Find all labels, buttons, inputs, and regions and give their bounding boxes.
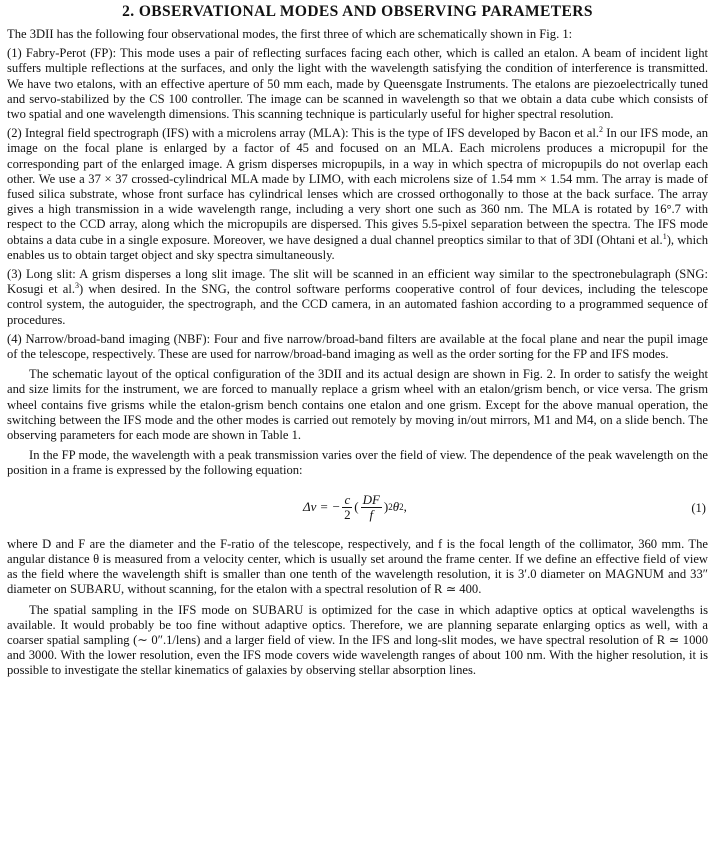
mode-ifs-paragraph [7,126,708,263]
mode-ifs-text-a: (2) Integral field spectrograph (IFS) with a microlens array (MLA): This is the type of IFS developed by Bacon et al. [7,126,600,141]
layout-paragraph: The schematic layout of the optical configuration of the 3DII and its actual design are shown in Fig. 2. In order to satisfy the weight and size limits for the instrument, we are forced to manually replace a grism wheel with an etalon/grism bench, or vice versa. The grism wheel contains five grisms while the etalon-grism bench contains one etalon and one grism. Except for the above manual operation, the switching between the IFS mode and the other modes is carried out remotely by moving in/out mirrors, M1 and M4, on a slide bench. The observing parameters for each mode are shown in Table 1. [7,367,708,443]
mode-longslit-paragraph [7,267,708,328]
where-paragraph: where D and F are the diameter and the F-ratio of the telescope, respectively, and f is the focal length of the collimator, 360 mm. The angular distance θ is measured from a velocity center, which is usually set around the frame center. If we define an effective field of view as the field where the wavelength shift is smaller than one tenth of the wavelength resolution, it is 3′.0 diameter on MAGNUM and 33″ diameter on SUBARU, without scanning, for the etalon with a spectral resolution of R ≃ 400. [7,536,708,597]
equation-1 [7,487,708,531]
mode-nbf-paragraph: (4) Narrow/broad-band imaging (NBF): Four and five narrow/broad-band filters are available at the focal plane and near the pupil image of the telescope, respectively. These are used for narrow/broad-band imaging as well as the order sorting for the FP and IFS modes. [7,331,708,362]
eq-lhs: Δv = − [303,499,341,515]
eq-exponent-2: 2 [399,502,404,513]
eq-fraction-df-over-f [361,493,382,522]
eq-paren-close: ) [383,499,389,515]
mode-fp-paragraph: (1) Fabry-Perot (FP): This mode uses a pair of reflecting surfaces facing each other, which is called an etalon. A beam of incident light suffers multiple reflections at the surfaces, and only the light with the wavelength satisfying the condition of interference is transmitted. We have two etalons, with an effective aperture of 50 mm each, made by Queensgate Instruments. The etalons are piezoelectrically tuned and servo-stabilized by the CS 100 controller. The image can be scanned in wavelength so that we obtain a data cube which consists of two spatial and one wavelength dimensions. This scanning technique is particularly useful for higher spectral resolution. [7,46,708,122]
fp-mode-paragraph: In the FP mode, the wavelength with a peak transmission varies over the field of view. The dependence of the peak wavelength on the position in a frame is expressed by the following equation: [7,448,708,478]
mode-ifs-text-c: ), which enables us to obtain target object and sky spectra simultaneously. [7,232,708,262]
equation-number: (1) [691,500,706,515]
eq-tail: , [403,499,407,515]
eq-paren-open: ( [354,499,359,515]
eq-fraction-c-over-2 [342,493,352,522]
eq-c-denominator: 2 [344,506,351,522]
equation-body [303,493,407,522]
sampling-paragraph: The spatial sampling in the IFS mode on SUBARU is optimized for the case in which adaptive optics at optical wavelengths is available. It would probably be too fine without adaptive optics. Therefore, we are planning separate enlarging optics as well, with a coarser spatial sampling (∼ 0″.1/lens) and a larger field of view. In the IFS and long-slit modes, we have spectral resolution of R ≃ 1000 and 3000. With the lower resolution, even the IFS mode covers wide wavelength ranges of about 100 nm. With the higher resolution, it is possible to investigate the stellar kinematics of galaxies by observing stellar absorption lines. [7,602,708,678]
intro-paragraph: The 3DII has the following four observational modes, the first three of which are schematically shown in Fig. 1: [7,27,573,41]
section-title: 2. OBSERVATIONAL MODES AND OBSERVING PARAMETERS [122,3,593,20]
citation-ref-bacon: 2 [599,125,604,135]
mode-longslit-text-b: ) when desired. In the SNG, the control software performs cooperative control of four devices, including the telescope control system, the autoguider, the spectrograph, and the CCD camera, in an automated fashion according to a programmed sequence of procedures. [7,282,708,327]
citation-ref-ohtani: 1 [662,231,667,241]
eq-theta: θ [392,499,400,515]
eq-df-numerator: DF [362,491,380,507]
mode-ifs-text-b: In our IFS mode, an image on the focal plane is enlarged by a factor of 45 and focused on an MLA. Each microlens produces a micropupil for the corresponding part of the enlarged image. A grism disperses micropupils, in a way in which spectra of micropupils do not overlap each other. We use a 37 × 37 crossed-cylindrical MLA made by LIMO, with each microlens size of 1.54 mm × 1.54 mm. The array is made of fused silica substrate, whose front surface has cylindrical lenses which are crossed orthogonally to those at the back surface. The array gives a high transmission in a wide wavelength range, including a very short one such as 360 nm. The MLA is rotated by 16°.7 with respect to the CCD array, along which the micropupils are dispersed. This gives 5.5-pixel separation between the spectra. The IFS mode obtains a data cube in a single exposure. Moreover, we have designed a dual channel preoptics similar to that of 3DI (Ohtani et al. [7,126,708,247]
eq-c-numerator: c [344,491,351,507]
eq-f-denominator: f [369,506,374,522]
mode-longslit-text-a: (3) Long slit: A grism disperses a long slit image. The slit will be scanned in an efficient way similar to the spectronebulagraph (SNG: Kosugi et al. [7,267,708,297]
citation-ref-kosugi: 3 [74,281,79,291]
eq-exponent-1: 2 [388,502,393,513]
